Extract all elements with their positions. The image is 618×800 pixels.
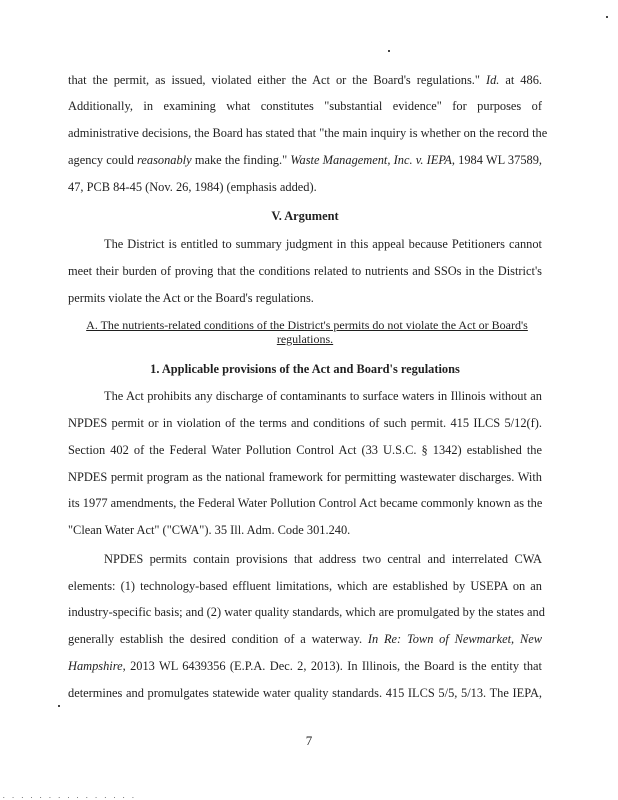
scan-speck — [388, 50, 390, 52]
body-line: Hampshire, 2013 WL 6439356 (E.P.A. Dec. 2, 2013). In Illinois, the Board is the entity that — [68, 659, 542, 673]
body-line: determines and promulgates statewide water quality standards. 415 ILCS 5/5, 5/13. The IEPA, — [68, 686, 542, 700]
body-line: Additionally, in examining what constitutes "substantial evidence" for purposes of — [68, 99, 542, 113]
scan-speck — [606, 16, 608, 18]
body-line: 47, PCB 84-45 (Nov. 26, 1984) (emphasis added). — [68, 180, 317, 194]
footer-marks: . . . . . . . . . . . . . . . — [2, 793, 136, 800]
body-line: The District is entitled to summary judgment in this appeal because Petitioners cannot — [104, 237, 542, 251]
body-line: industry-specific basis; and (2) water quality standards, which are promulgated by the states and — [68, 605, 545, 619]
page-number: 7 — [305, 733, 313, 748]
subsection-heading: A. The nutrients-related conditions of the District's permits do not violate the Act or Board's — [86, 318, 528, 332]
body-line: elements: (1) technology-based effluent limitations, which are established by USEPA on an — [68, 579, 542, 593]
body-line: agency could reasonably make the finding." Waste Management, Inc. v. IEPA, 1984 WL 37589, — [68, 153, 542, 167]
body-line: permits violate the Act or the Board's regulations. — [68, 291, 314, 305]
body-line: NPDES permit or in violation of the terms and conditions of such permit. 415 ILCS 5/12(f). — [68, 416, 542, 430]
section-heading: V. Argument — [271, 209, 339, 223]
body-line: generally establish the desired condition of a waterway. In Re: Town of Newmarket, New — [68, 632, 542, 646]
body-line: its 1977 amendments, the Federal Water Pollution Control Act became commonly known as the — [68, 496, 543, 510]
subsection-title: 1. Applicable provisions of the Act and Board's regulations — [150, 362, 460, 376]
body-line: Section 402 of the Federal Water Pollution Control Act (33 U.S.C. § 1342) established the — [68, 443, 542, 457]
scan-speck — [58, 705, 60, 707]
body-line: The Act prohibits any discharge of contaminants to surface waters in Illinois without an — [104, 389, 542, 403]
body-line: meet their burden of proving that the conditions related to nutrients and SSOs in the District's — [68, 264, 542, 278]
body-line: NPDES permit program as the national framework for permitting wastewater discharges. With — [68, 470, 542, 484]
subsection-heading-continued: regulations. — [276, 332, 334, 346]
body-line: NPDES permits contain provisions that address two central and interrelated CWA — [104, 552, 542, 566]
body-line: that the permit, as issued, violated either the Act or the Board's regulations." Id. at 486. — [68, 73, 542, 87]
body-line: administrative decisions, the Board has stated that "the main inquiry is whether on the record the — [68, 126, 548, 140]
body-line: "Clean Water Act" ("CWA"). 35 Ill. Adm. Code 301.240. — [68, 523, 351, 537]
